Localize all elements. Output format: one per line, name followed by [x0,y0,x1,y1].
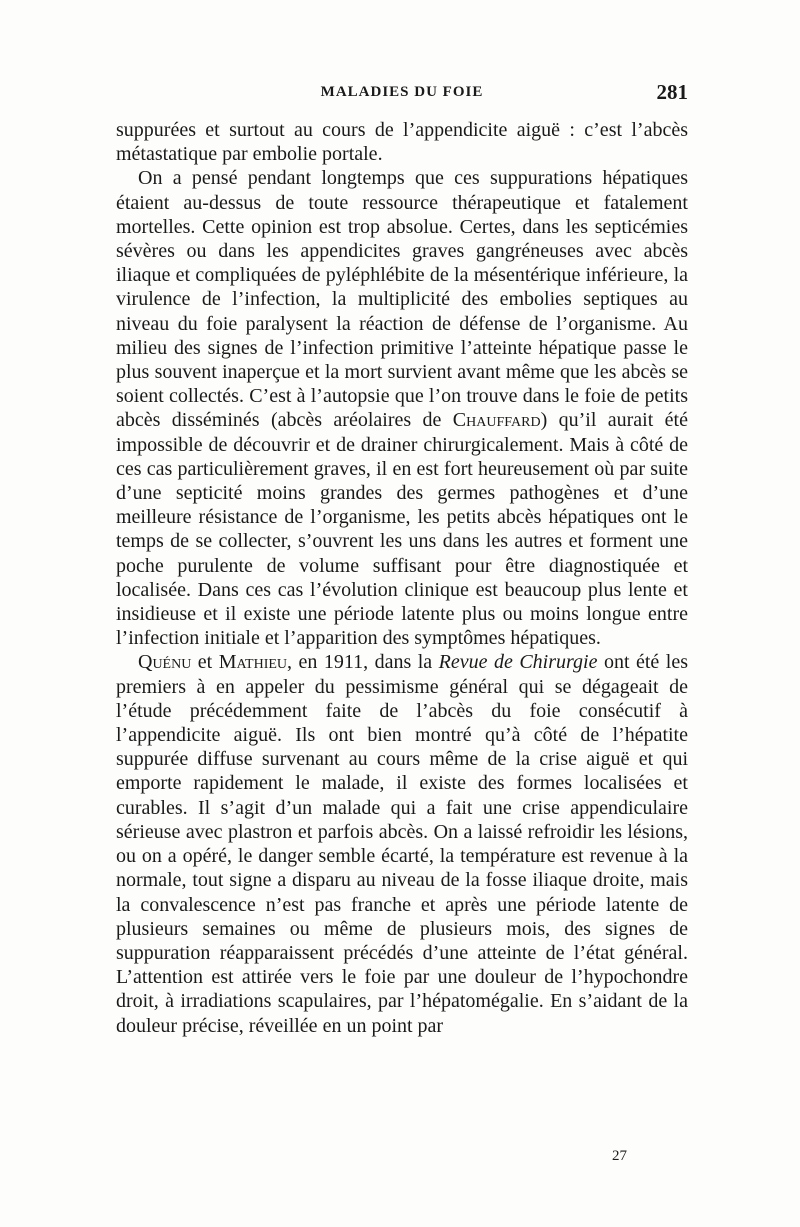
signature-mark: 27 [612,1148,627,1164]
text-segment: ) qu’il aurait été impossible de découvrir et de drainer chirurgicalement. Mais à côté de ces cas particulièrement graves, il en est fort heureusement où par suite d’une septicité moins grandes des germes pathogènes et d’une meilleure résistance de l’organisme, les petits abcès hépatiques ont le temps de se collecter, s’ouvrent les uns dans les autres et forment une poche purulente de volume suffisant pour être diagnostiquée et localisée. Dans ces cas l’évolution clinique est beaucoup plus lente et insidieuse et il existe une période latente plus ou moins longue entre l’infection initiale et l’apparition des symptômes hépatiques. [116,409,688,650]
paragraph-1 [116,118,688,166]
paragraph-2 [116,166,688,650]
text-segment: On a pensé pendant longtemps que ces suppurations hépatiques étaient au-dessus de toute ressource thérapeutique et fatalement mortelles. Cette opinion est trop absolue. Certes, dans les septicémies sévères ou dans les appendicites graves gangréneuses avec abcès iliaque et compliquées de pyléphlébite de la mésentérique inférieure, la virulence de l’infection, la multiplicité des embolies septiques au niveau du foie paralysent la réaction de défense de l’organisme. Au milieu des signes de l’infection primitive l’atteinte hépatique passe le plus souvent inaperçue et la mort survient avant même que les abcès se soient collectés. C’est à l’autopsie que l’on trouve dans le foie de petits abcès disséminés (abcès aréolaires de [116,167,688,432]
author-name: Mathieu [218,651,288,674]
author-name: Quénu [138,651,192,674]
page-number: 281 [656,80,688,104]
running-head [116,80,688,110]
text-segment: , en 1911, dans la [287,651,439,674]
paragraph-3 [116,650,688,1037]
text-segment: ont été les premiers à en appeler du pessimisme général qui se dégageait de l’étude précédemment faite de l’abcès du foie consécutif à l’appendicite aiguë. Ils ont bien montré qu’à côté de l’hépatite suppurée diffuse survenant au cours même de la crise aiguë et qui emporte rapidement le malade, il existe des formes localisées et curables. Il s’agit d’un malade qui a fait une crise appendiculaire sérieuse avec plastron et parfois abcès. On a laissé refroidir les lésions, ou on a opéré, le danger semble écarté, la température est revenue à la normale, tout signe a disparu au niveau de la fosse iliaque droite, mais la convalescence n’est pas franche et après une période latente de plusieurs semaines ou même de plusieurs mois, des signes de suppuration réapparaissent précédés d’une atteinte de l’état général. L’attention est attirée vers le foie par une douleur de l’hypochondre droit, à irradiations scapulaires, par l’hépatomégalie. En s’aidant de la douleur précise, réveillée en un point par [116,651,688,1037]
running-title: MALADIES DU FOIE [320,84,484,100]
text-segment: et [191,651,219,674]
body-text [116,118,688,1038]
author-name: Chauffard [452,409,541,432]
journal-title: Revue de Chirurgie [438,651,598,674]
text-segment: suppurées et surtout au cours de l’appendicite aiguë : c’est l’abcès métastatique par embolie portale. [116,119,688,166]
